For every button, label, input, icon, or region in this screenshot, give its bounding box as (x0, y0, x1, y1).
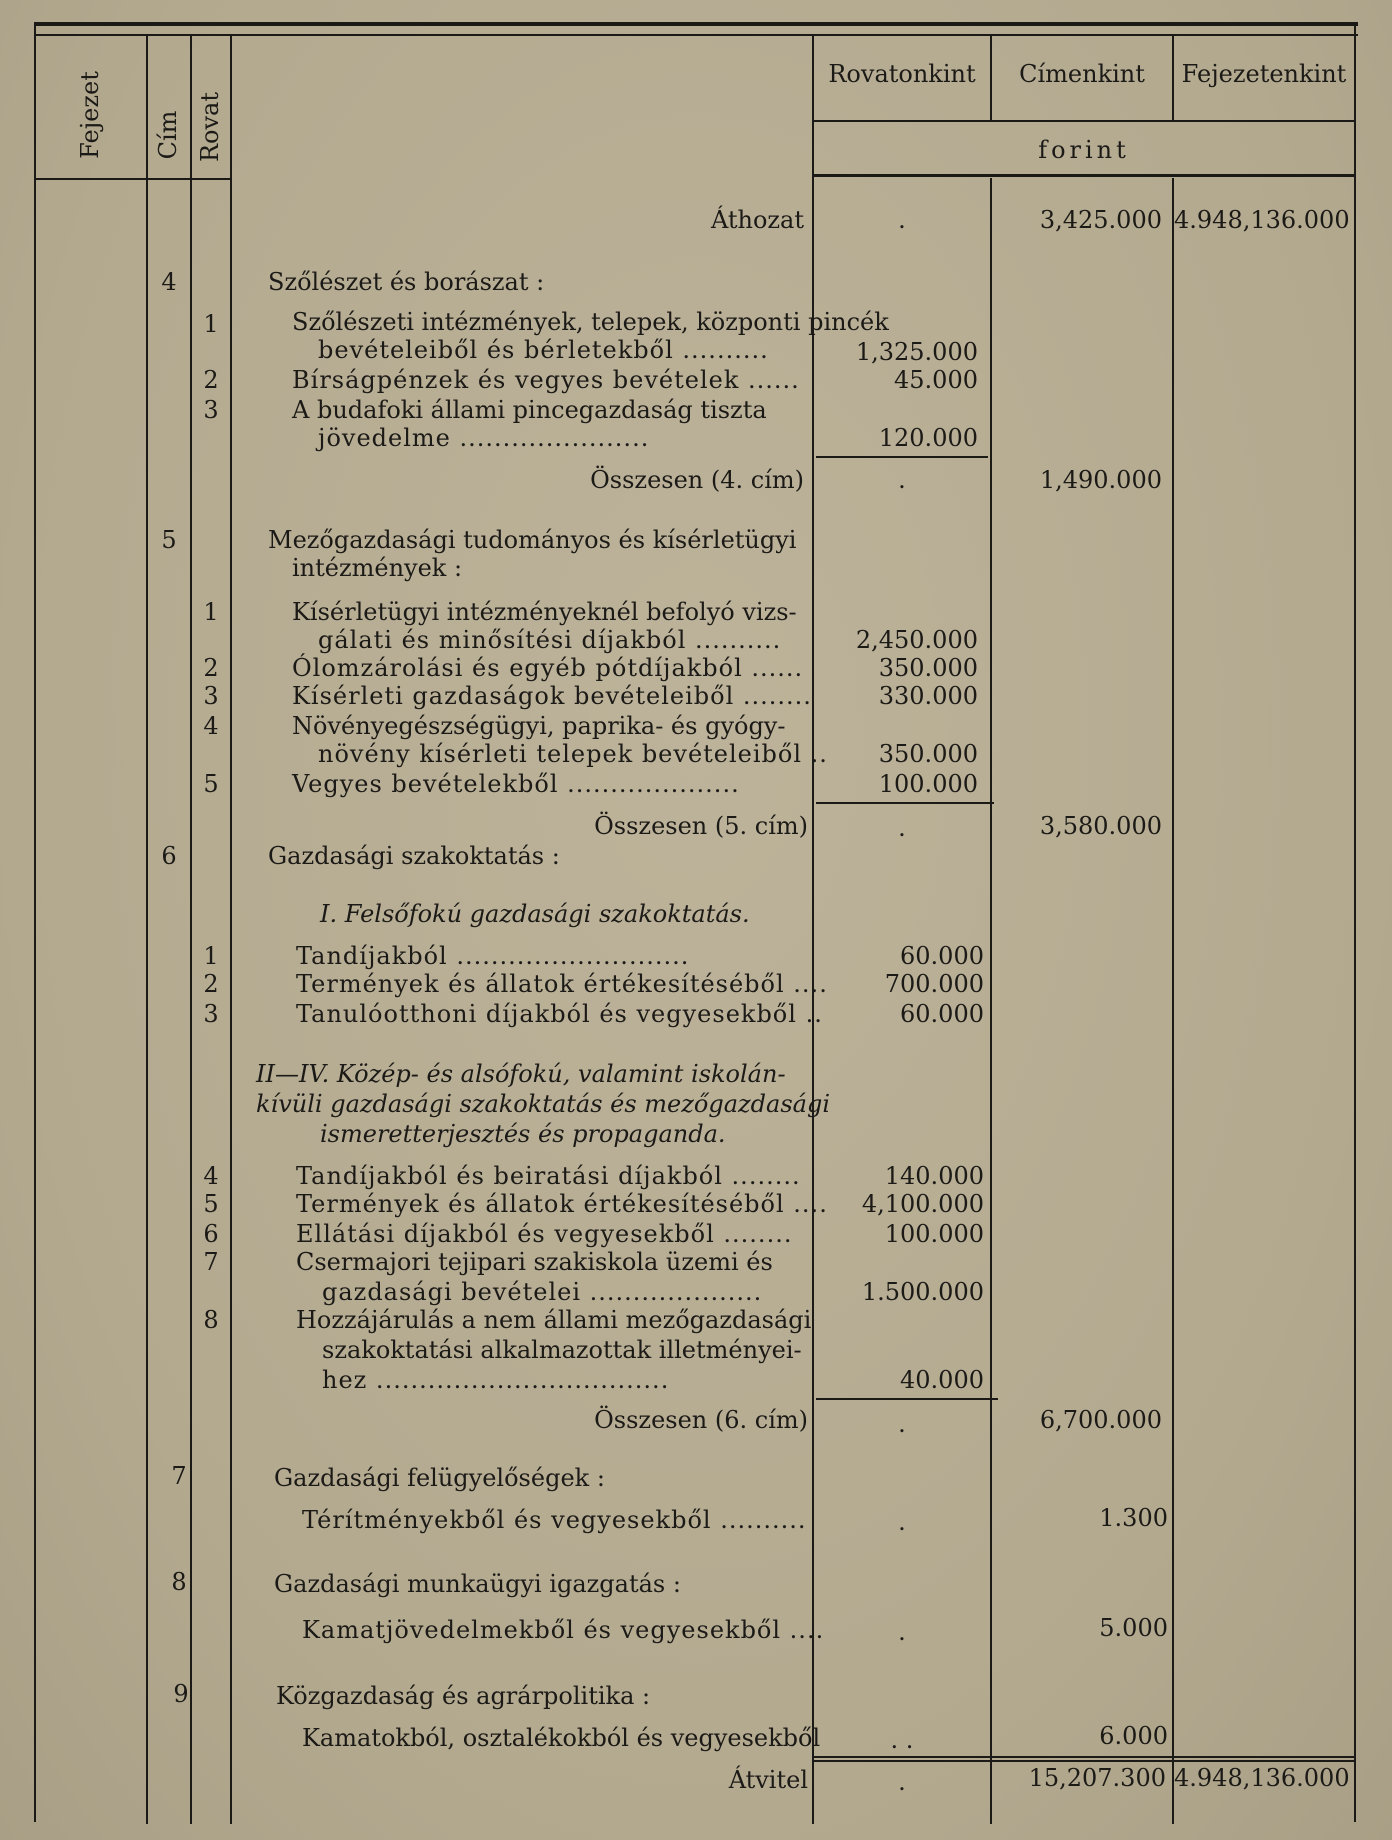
rovat-number: 5 (203, 770, 219, 798)
col-cim-divider (190, 34, 192, 1824)
item-text: Bírságpénzek és vegyes bevételek ...... (292, 366, 800, 394)
item-value: 350.000 (878, 740, 978, 768)
item-text: hez .................................. (322, 1366, 670, 1394)
item-value: 100.000 (878, 770, 978, 798)
cim-number: 6 (161, 842, 177, 870)
item-value: 350.000 (878, 654, 978, 682)
item-value: 120.000 (878, 424, 978, 452)
item-rovat: . . (890, 1726, 914, 1754)
subsection-title: I. Felsőfokú gazdasági szakoktatás. (320, 900, 750, 928)
rovat-number: 3 (203, 396, 219, 424)
item-text: Termények és állatok értékesítéséből .... (296, 970, 828, 998)
item-text: növény kísérleti telepek bevételeiből .. (318, 740, 828, 768)
atvitel-label: Átvitel (728, 1766, 808, 1794)
item-value: 60.000 (900, 942, 984, 970)
col-cimenkint-divider (1172, 178, 1174, 1824)
header-mid-line (812, 120, 1354, 122)
cim-number: 7 (171, 1462, 187, 1490)
sum-line (816, 1398, 998, 1400)
rovat-number: 2 (203, 366, 219, 394)
item-value: 1.500.000 (861, 1278, 984, 1306)
subsection-title: II—IV. Közép- és alsófokú, valamint iskolán- (256, 1060, 786, 1088)
total-label: Összesen (6. cím) (594, 1406, 808, 1434)
section-title: Gazdasági felügyelőségek : (274, 1464, 605, 1492)
col-text-divider (812, 34, 814, 1824)
item-value: 60.000 (900, 1000, 984, 1028)
section-title: Mezőgazdasági tudományos és kísérletügyi (268, 526, 797, 554)
rovat-number: 8 (203, 1306, 219, 1334)
item-value: 45.000 (894, 366, 978, 394)
item-text: Kísérleti gazdaságok bevételeiből ........ (292, 682, 812, 710)
right-border (1354, 22, 1356, 1822)
header-bottom-right (812, 174, 1354, 177)
item-text: Kamatjövedelmekből és vegyesekből .... (302, 1616, 825, 1644)
athozat-label: Áthozat (710, 206, 804, 234)
header-unit: forint (1038, 136, 1130, 164)
col-rovat-divider (230, 34, 232, 1824)
atvitel-line (812, 1756, 1354, 1758)
total-rovat: . (898, 1410, 906, 1438)
item-text: Csermajori tejipari szakiskola üzemi és (296, 1248, 773, 1276)
item-text: Szőlészeti intézmények, telepek, központi pincék (292, 308, 889, 336)
left-border (34, 22, 36, 1822)
header-rovat: Rovat (196, 91, 224, 163)
section-title: Közgazdaság és agrárpolitika : (276, 1682, 651, 1710)
header-fejezet: Fejezet (76, 71, 104, 159)
subsection-title: ismeretterjesztés és propaganda. (320, 1120, 726, 1148)
subsection-title: kívüli gazdasági szakoktatás és mezőgazdasági (256, 1090, 831, 1118)
total-value: 3,580.000 (1039, 812, 1162, 840)
item-text: Térítményekből és vegyesekből .......... (302, 1506, 807, 1534)
athozat-rovat: . (898, 206, 906, 234)
item-text: Vegyes bevételekből .................... (292, 770, 740, 798)
item-text: gazdasági bevételei .................... (322, 1278, 763, 1306)
section-title: intézmények : (292, 554, 463, 582)
item-value: 1.300 (1099, 1504, 1168, 1532)
item-value: 100.000 (884, 1220, 984, 1248)
header-cimenkint: Címenkint (1019, 60, 1145, 88)
total-label: Összesen (4. cím) (590, 466, 804, 494)
item-rovat: . (898, 1508, 906, 1536)
item-value: 6.000 (1099, 1722, 1168, 1750)
item-text: szakoktatási alkalmazottak illetményei- (322, 1336, 802, 1364)
item-value: 1,325.000 (855, 338, 978, 366)
cim-number: 8 (171, 1568, 187, 1596)
item-text: gálati és minősítési díjakból .......... (318, 626, 782, 654)
item-text: Tandíjakból és beiratási díjakból ........ (296, 1162, 801, 1190)
col-fejezet-divider (146, 34, 148, 1824)
atvitel-line-double (812, 1760, 1354, 1762)
rovat-number: 7 (203, 1248, 219, 1276)
item-value: 2,450.000 (855, 626, 978, 654)
total-label: Összesen (5. cím) (594, 812, 808, 840)
item-text: Ellátási díjakból és vegyesekből ........ (296, 1220, 793, 1248)
cim-number: 4 (161, 268, 177, 296)
rovat-number: 2 (203, 970, 219, 998)
item-value: 140.000 (884, 1162, 984, 1190)
cim-number: 9 (173, 1680, 189, 1708)
section-title: Szőlészet és borászat : (268, 268, 545, 296)
header-fejezetenkint: Fejezetenkint (1181, 60, 1347, 88)
item-text: Tandíjakból ........................... (296, 942, 690, 970)
section-title: Gazdasági munkaügyi igazgatás : (274, 1570, 681, 1598)
item-text: Ólomzárolási és egyéb pótdíjakból ...... (292, 654, 804, 682)
item-text: Kamatokból, osztalékokból és vegyesekből (302, 1724, 821, 1752)
item-text: Hozzájárulás a nem állami mezőgazdasági (296, 1306, 812, 1334)
top-border-inner (34, 34, 1358, 36)
rovat-number: 1 (203, 598, 219, 626)
col-rovatonkint-divider (990, 178, 992, 1824)
item-value: 5.000 (1099, 1614, 1168, 1642)
item-text: Növényegészségügyi, paprika- és gyógy- (292, 712, 786, 740)
item-text: bevételeiből és bérletekből .......... (318, 336, 769, 364)
rovat-number: 3 (203, 1000, 219, 1028)
cim-number: 5 (161, 526, 177, 554)
header-cim: Cím (154, 110, 182, 160)
sum-line (816, 802, 994, 804)
athozat-fejezet: 4.948,136.000 (1174, 206, 1350, 234)
rovat-number: 4 (203, 1162, 219, 1190)
rovat-number: 1 (203, 942, 219, 970)
rovat-number: 5 (203, 1190, 219, 1218)
top-border (34, 22, 1358, 26)
item-rovat: . (898, 1618, 906, 1646)
atvitel-fejezet: 4.948,136.000 (1174, 1764, 1350, 1792)
rovat-number: 3 (203, 682, 219, 710)
rovat-number: 2 (203, 654, 219, 682)
item-value: 330.000 (878, 682, 978, 710)
total-value: 6,700.000 (1039, 1406, 1162, 1434)
rovat-number: 6 (203, 1220, 219, 1248)
total-rovat: . (898, 466, 906, 494)
item-text: Termények és állatok értékesítéséből .... (296, 1190, 828, 1218)
header-rovatonkint: Rovatonkint (828, 60, 976, 88)
item-text: A budafoki állami pincegazdaság tiszta (292, 396, 767, 424)
item-value: 40.000 (900, 1366, 984, 1394)
rovat-number: 4 (203, 712, 219, 740)
item-text: Tanulóotthoni díjakból és vegyesekből .. (296, 1000, 823, 1028)
section-title: Gazdasági szakoktatás : (268, 842, 560, 870)
total-rovat: . (898, 814, 906, 842)
atvitel-rovat: . (898, 1768, 906, 1796)
total-value: 1,490.000 (1039, 466, 1162, 494)
rovat-number: 1 (203, 310, 219, 338)
item-text: Kísérletügyi intézményeknél befolyó vizs- (292, 598, 797, 626)
item-value: 4,100.000 (861, 1190, 984, 1218)
sum-line (816, 456, 988, 458)
atvitel-cim: 15,207.300 (1028, 1764, 1166, 1792)
item-value: 700.000 (884, 970, 984, 998)
item-text: jövedelme ...................... (318, 424, 650, 452)
athozat-cim: 3,425.000 (1039, 206, 1162, 234)
